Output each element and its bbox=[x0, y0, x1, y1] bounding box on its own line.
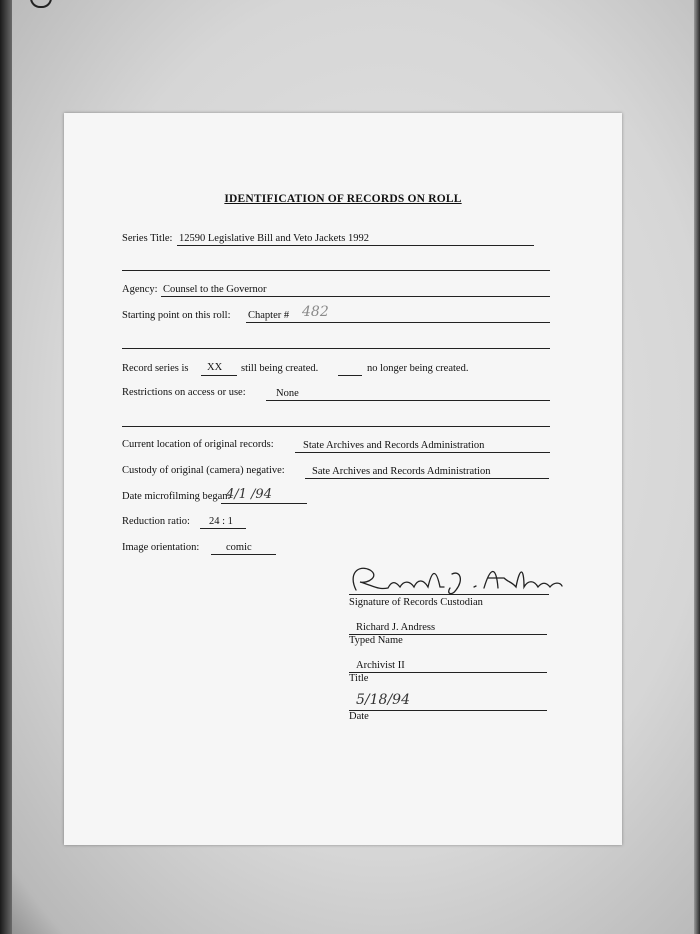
restrictions-value: None bbox=[276, 388, 299, 399]
agency-line bbox=[161, 296, 550, 297]
series-title-row bbox=[122, 233, 172, 244]
custody-line bbox=[305, 478, 549, 479]
orientation-value: comic bbox=[226, 542, 252, 553]
series-title-line-2 bbox=[122, 270, 550, 271]
form-paper bbox=[64, 113, 622, 845]
restrictions-line-2 bbox=[122, 426, 550, 427]
custody-label: Custody of original (camera) negative: bbox=[122, 465, 285, 476]
orientation-label: Image orientation: bbox=[122, 542, 200, 553]
record-series-mark-line bbox=[201, 375, 237, 376]
record-series-mark: XX bbox=[207, 362, 223, 373]
typed-name-label: Typed Name bbox=[349, 635, 403, 646]
signature-text: Richard J. Andress bbox=[348, 560, 356, 561]
series-title-line bbox=[177, 245, 534, 246]
series-title-value: 12590 Legislative Bill and Veto Jackets 1992 bbox=[179, 233, 369, 244]
reduction-label: Reduction ratio: bbox=[122, 516, 190, 527]
date-value: 5/18/94 bbox=[356, 692, 410, 708]
starting-point-handwritten: 482 bbox=[302, 304, 329, 320]
starting-point-line-2 bbox=[122, 348, 550, 349]
no-longer-being-created: no longer being created. bbox=[367, 363, 469, 374]
date-began-label: Date microfilming began: bbox=[122, 491, 231, 502]
restrictions-line bbox=[266, 400, 550, 401]
date-began-value: 4/1 /94 bbox=[226, 487, 272, 502]
location-line bbox=[295, 452, 550, 453]
orientation-line bbox=[211, 554, 276, 555]
date-label: Date bbox=[349, 711, 369, 722]
reduction-value: 24 : 1 bbox=[209, 516, 233, 527]
film-edge-right bbox=[694, 0, 700, 934]
starting-point-line bbox=[246, 322, 550, 323]
starting-point-label: Starting point on this roll: bbox=[122, 310, 231, 321]
location-value: State Archives and Records Administration bbox=[303, 440, 485, 451]
form-title: IDENTIFICATION OF RECORDS ON ROLL bbox=[224, 193, 462, 205]
date-began-line bbox=[221, 503, 307, 504]
record-series-label: Record series is bbox=[122, 363, 189, 374]
date-line bbox=[349, 710, 547, 711]
still-being-created: still being created. bbox=[241, 363, 319, 374]
reduction-line bbox=[200, 528, 246, 529]
title-line bbox=[349, 672, 547, 673]
title-value: Archivist II bbox=[356, 660, 405, 671]
agency-label: Agency: bbox=[122, 284, 158, 295]
signature-line bbox=[349, 594, 549, 595]
corner-mark bbox=[30, 0, 52, 8]
series-title-label: Series Title: bbox=[122, 233, 173, 244]
location-label: Current location of original records: bbox=[122, 439, 274, 450]
restrictions-label: Restrictions on access or use: bbox=[122, 387, 246, 398]
custody-value: Sate Archives and Records Administration bbox=[312, 466, 491, 477]
film-edge-left bbox=[0, 0, 12, 934]
agency-value: Counsel to the Governor bbox=[163, 284, 267, 295]
no-longer-mark-line bbox=[338, 375, 362, 376]
signature-label: Signature of Records Custodian bbox=[349, 597, 483, 608]
typed-name-value: Richard J. Andress bbox=[356, 622, 436, 633]
title-label: Title bbox=[349, 673, 369, 684]
starting-point-value: Chapter # bbox=[248, 310, 290, 321]
